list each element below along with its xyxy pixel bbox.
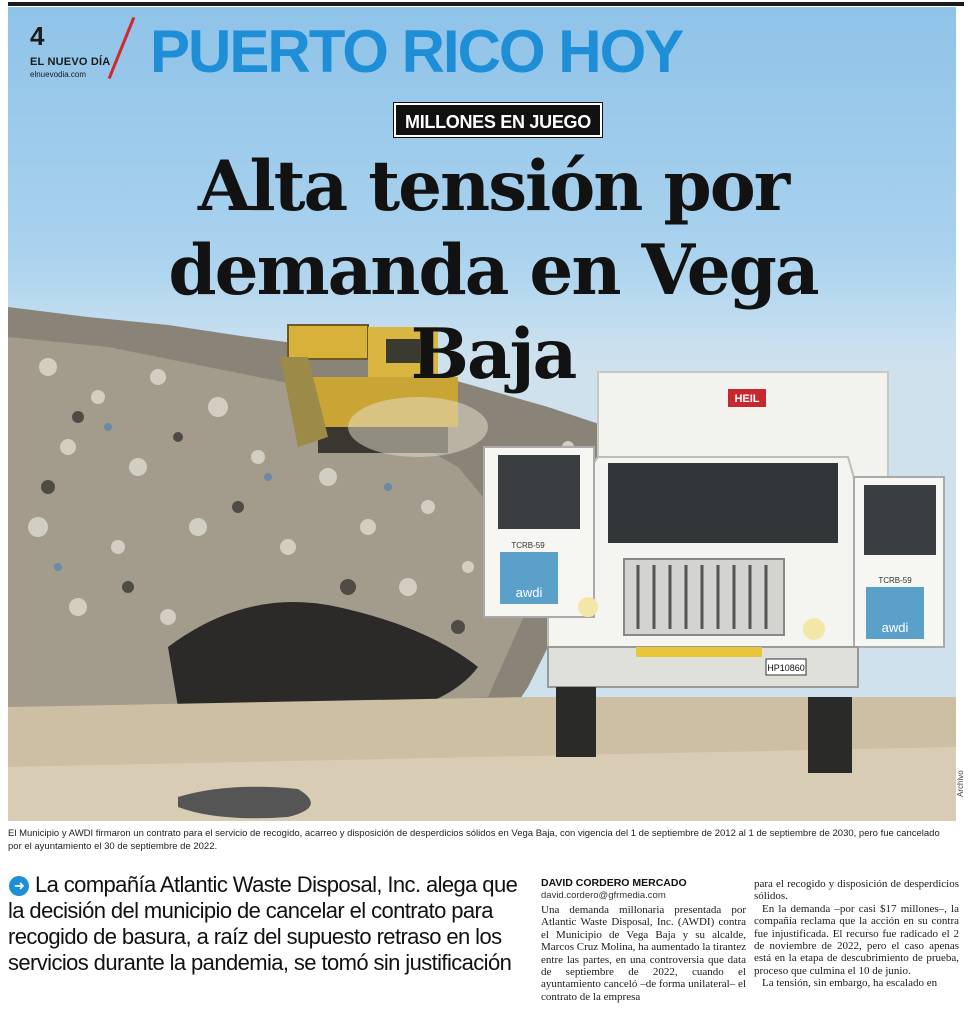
kicker-label: MILLONES EN JUEGO	[394, 103, 602, 137]
byline-author: DAVID CORDERO MERCADO	[541, 877, 687, 889]
headline	[88, 145, 898, 397]
truck-id-right: TCRB-59	[878, 576, 912, 585]
paragraph: para el recogido y disposición de desperdicios sólidos.	[754, 878, 959, 903]
paragraph: La tensión, sin embargo, ha escalado en	[762, 977, 938, 990]
article-column-1	[541, 904, 746, 1003]
section-title: PUERTO RICO HOY	[150, 18, 683, 85]
photo-caption: El Municipio y AWDI firmaron un contrato para el servicio de recogido, acarreo y disposición de desperdicios sólidos en Vega Baja, con vigencia del 1 de septiembre de 2012 al 1 de septiembre de 2030, pero fue cancelado por el ayuntamiento el 30 de septiembre de 2022.	[8, 828, 940, 852]
landfill-photo	[8, 7, 965, 821]
article-summary	[8, 872, 518, 976]
awdi-logo-right: awdi	[881, 620, 909, 635]
top-rule	[8, 2, 964, 6]
summary-text: La compañía Atlantic Waste Disposal, Inc. alega que la decisión del municipio de cancelar el contrato para recogido de basura, a raíz del supuesto retraso en los servicios durante la pandemia, se tomó sin justificación	[8, 872, 518, 975]
paragraph: Una demanda millonaria presentada por Atlantic Waste Disposal, Inc. (AWDI) contra el Municipio de Vega Baja y su alcalde, Marcos Cruz Molina, ha aumentado la tirantez entre las partes, en una controversia que data de septiembre de 2022, cuando el ayuntamiento canceló –de forma unilateral– el contrato de la empresa	[541, 904, 746, 1003]
newspaper-name: EL NUEVO DÍA	[30, 56, 111, 68]
heil-sign: HEIL	[734, 393, 760, 405]
arrow-right-icon: ➜	[9, 876, 29, 896]
license-plate: HP10860	[767, 663, 805, 673]
newspaper-url: elnuevodia.com	[30, 70, 87, 79]
byline-email: david.cordero@gfrmedia.com	[541, 890, 666, 901]
awdi-logo-left: awdi	[515, 585, 543, 600]
page-number: 4	[30, 21, 45, 51]
photo-credit: Archivo	[956, 770, 965, 797]
paragraph: En la demanda –por casi $17 millones–, la compañía reclama que la acción en su contra fue injustificada. El recurso fue radicado el 2 de noviembre de 2022, pero el caso apenas está en la etapa de descubrimiento de prueba, proceso que culmina el 10 de junio.	[754, 902, 959, 977]
headline-line-1: Alta tensión por	[197, 146, 789, 227]
article-column-2	[754, 878, 959, 990]
truck-id-left: TCRB-59	[511, 541, 545, 550]
headline-line-2: demanda en Vega Baja	[168, 230, 818, 395]
